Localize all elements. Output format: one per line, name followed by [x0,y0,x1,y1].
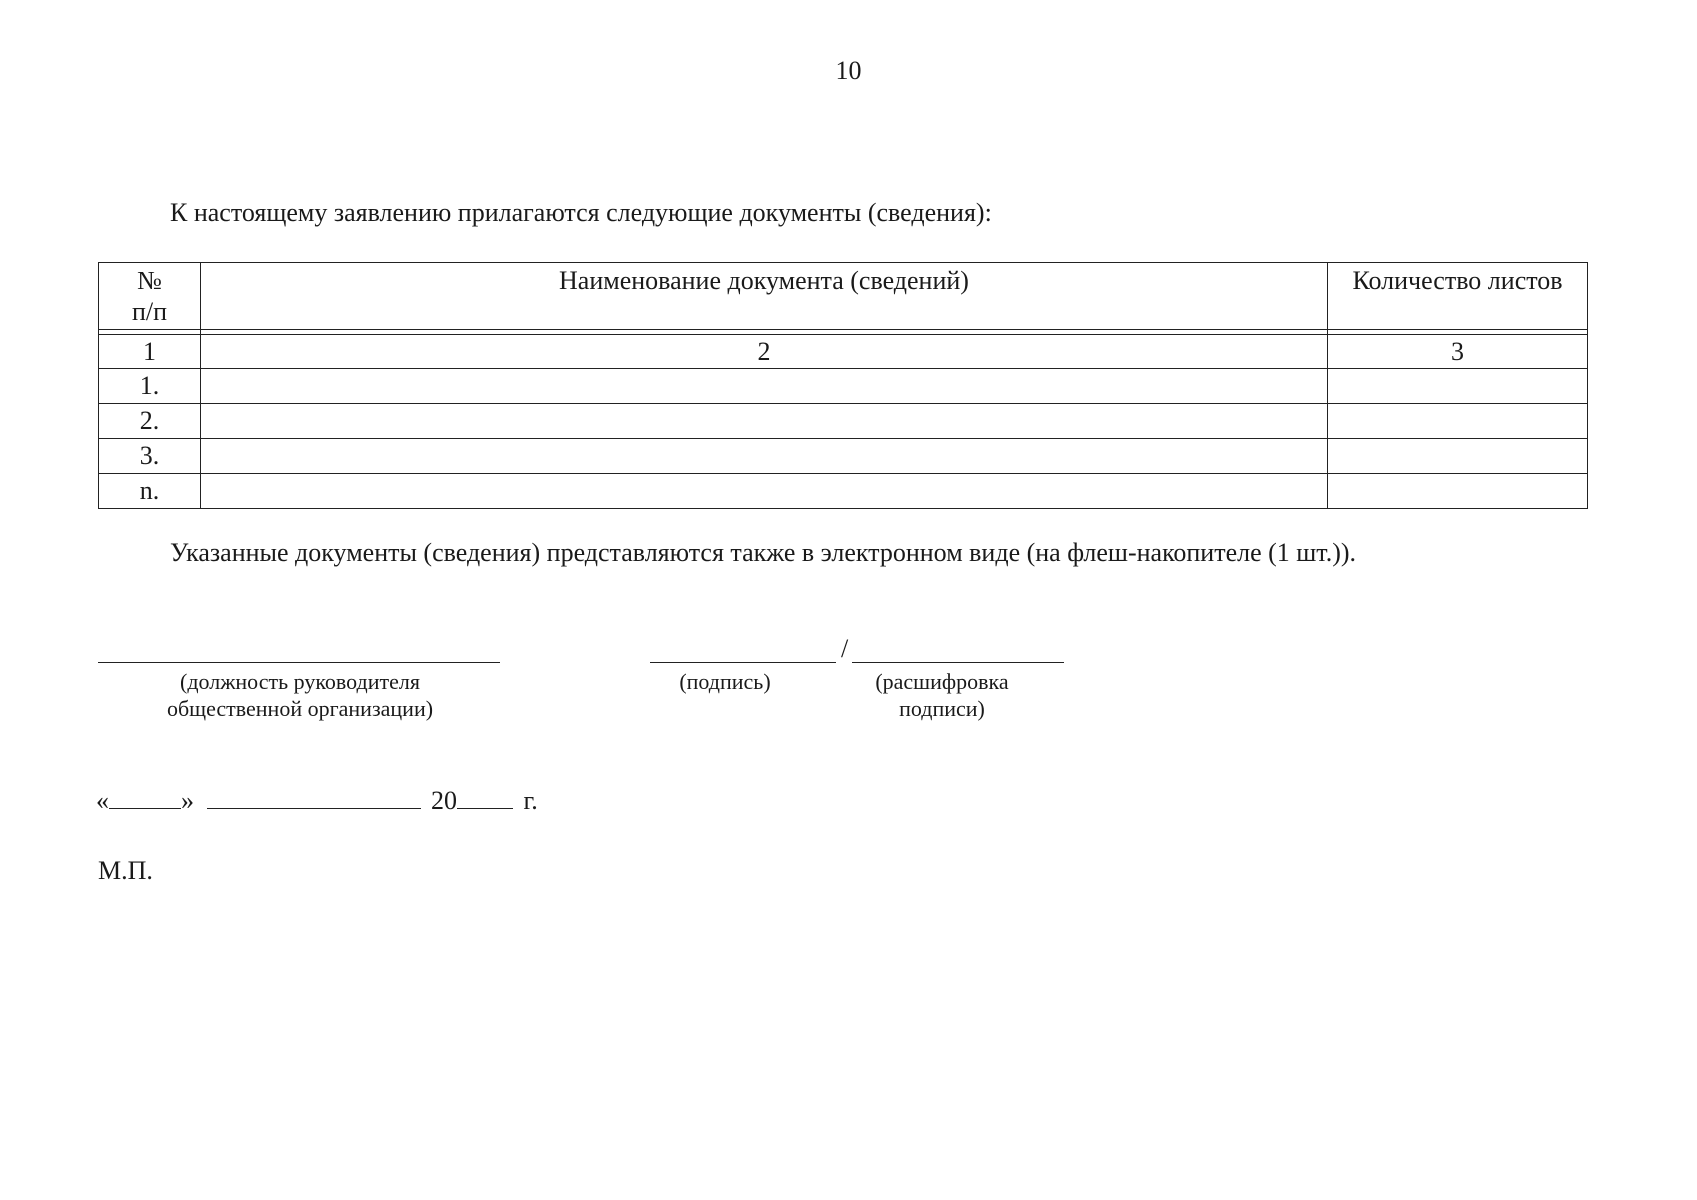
position-caption-line1: (должность руководителя [180,669,420,694]
position-caption-line2: общественной организации) [166,696,434,721]
row-sheet-count[interactable] [1328,404,1588,439]
header-sheet-count: Количество листов [1328,263,1588,330]
row-sheet-count[interactable] [1328,474,1588,509]
signature-slash: / [841,634,849,663]
page-number: 10 [835,56,862,85]
row-number: 1. [99,369,201,404]
header-number-abbr: п/п [131,297,168,326]
signature-caption: (подпись) [679,669,771,694]
decryption-caption-line1: (расшифровка [875,669,1009,694]
column-number-cell: 1 [99,335,201,369]
year-prefix: 20 [431,786,457,815]
table-row [99,404,1588,439]
decryption-line[interactable] [852,662,1064,663]
date-close-quote: » [181,786,194,815]
signature-line[interactable] [650,662,836,663]
header-document-name: Наименование документа (сведений) [201,263,1328,330]
position-caption [120,668,480,722]
row-number: 3. [99,439,201,474]
row-sheet-count[interactable] [1328,439,1588,474]
year-blank[interactable] [457,786,513,809]
year-suffix: г. [523,786,538,815]
table-header-row [99,263,1588,330]
electronic-note: Указанные документы (сведения) представляются также в электронном виде (на флеш-накопителе (1 шт.)). [170,538,1357,567]
decryption-caption-line2: подписи) [899,696,985,721]
month-blank[interactable] [207,786,421,809]
row-number: n. [99,474,201,509]
row-sheet-count[interactable] [1328,369,1588,404]
header-number [99,263,201,330]
column-number-cell: 2 [201,335,1328,369]
date-open-quote: « [96,786,109,815]
row-document-name[interactable] [201,404,1328,439]
row-document-name[interactable] [201,369,1328,404]
column-number-cell: 3 [1328,335,1588,369]
table-row [99,439,1588,474]
row-document-name[interactable] [201,439,1328,474]
row-number: 2. [99,404,201,439]
day-blank[interactable] [109,786,181,809]
documents-table [98,262,1588,509]
intro-text: К настоящему заявлению прилагаются следующие документы (сведения): [170,198,992,227]
header-number-symbol: № [137,266,162,295]
stamp-place: М.П. [98,856,153,885]
column-number-row [99,335,1588,369]
position-line[interactable] [98,662,500,663]
date-line [96,786,538,816]
table-row [99,369,1588,404]
row-document-name[interactable] [201,474,1328,509]
table-row [99,474,1588,509]
decryption-caption [862,668,1022,722]
